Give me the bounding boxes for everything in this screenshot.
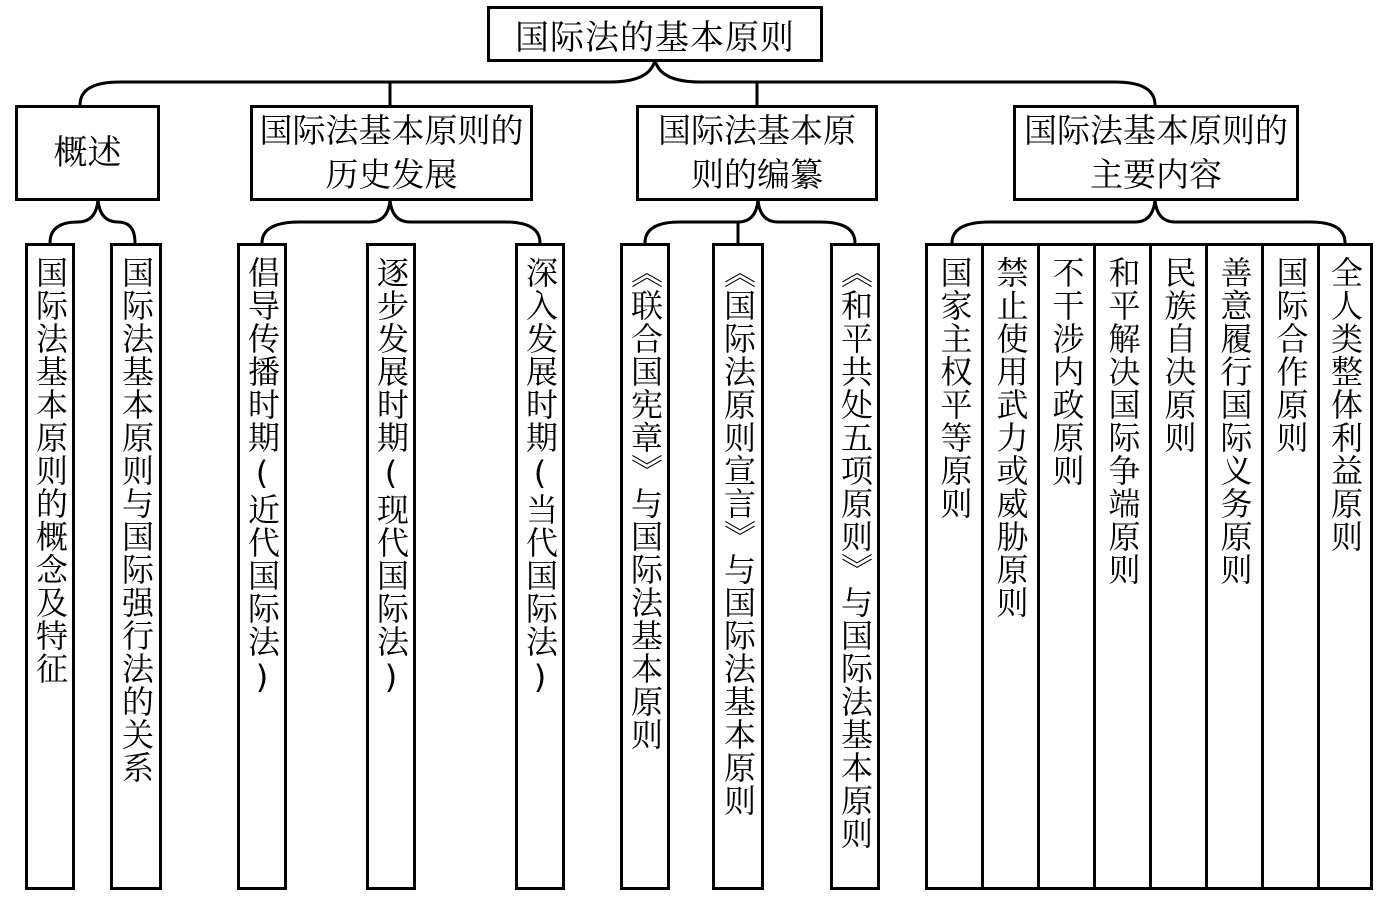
root-brace [80, 60, 1155, 105]
leaf-peaceful-settlement [1093, 243, 1152, 890]
leaf-gradual-development [366, 243, 416, 890]
cat2-brace [262, 200, 540, 243]
leaf-label: 国家主权平等原则 [935, 256, 974, 520]
leaf-principles-declaration [712, 243, 764, 890]
leaf-international-cooperation [1261, 243, 1320, 890]
leaf-five-principles [830, 243, 880, 890]
leaf-label: 《联合国宪章》与国际法基本原则 [626, 256, 664, 751]
leaf-label: 不干涉内政原则 [1047, 256, 1086, 487]
leaf-common-interest-of-mankind [1317, 243, 1373, 890]
leaf-jus-cogens-relation [110, 243, 162, 890]
category-history: 国际法基本原则的历史发展 [250, 105, 533, 201]
leaf-label: 国际法基本原则与国际强行法的关系 [117, 256, 155, 784]
leaf-self-determination [1149, 243, 1208, 890]
leaf-label: 国际合作原则 [1271, 256, 1310, 454]
cat4-brace [952, 200, 1345, 243]
leaf-label: 逐步发展时期(现代国际法) [372, 256, 410, 697]
root-title: 国际法的基本原则 [487, 6, 823, 62]
leaf-good-faith [1205, 243, 1264, 890]
leaf-label: 全人类整体利益原则 [1326, 256, 1364, 553]
leaf-label: 深入发展时期(当代国际法) [521, 256, 559, 697]
leaf-label: 《国际法原则宣言》与国际法基本原则 [719, 256, 757, 817]
category-codification: 国际法基本原则的编纂 [636, 105, 878, 201]
leaf-label: 民族自决原则 [1159, 256, 1198, 454]
leaf-label: 倡导传播时期(近代国际法) [243, 256, 281, 697]
leaf-deep-development [515, 243, 565, 890]
leaf-label: 《和平共处五项原则》与国际法基本原则 [836, 256, 874, 850]
leaf-concept-and-features [25, 243, 75, 890]
leaf-label: 善意履行国际义务原则 [1215, 256, 1254, 586]
cat1-brace [50, 200, 135, 243]
category-overview: 概述 [15, 105, 160, 201]
leaf-label: 禁止使用武力或威胁原则 [991, 256, 1030, 619]
leaf-label: 和平解决国际争端原则 [1103, 256, 1142, 586]
category-main-content: 国际法基本原则的主要内容 [1013, 105, 1299, 201]
leaf-advocacy-period [237, 243, 287, 890]
leaf-non-interference [1037, 243, 1096, 890]
leaf-non-use-of-force [981, 243, 1040, 890]
cat3-brace [645, 200, 855, 243]
leaf-sovereign-equality [925, 243, 984, 890]
leaf-un-charter [620, 243, 670, 890]
leaf-label: 国际法基本原则的概念及特征 [31, 256, 69, 685]
